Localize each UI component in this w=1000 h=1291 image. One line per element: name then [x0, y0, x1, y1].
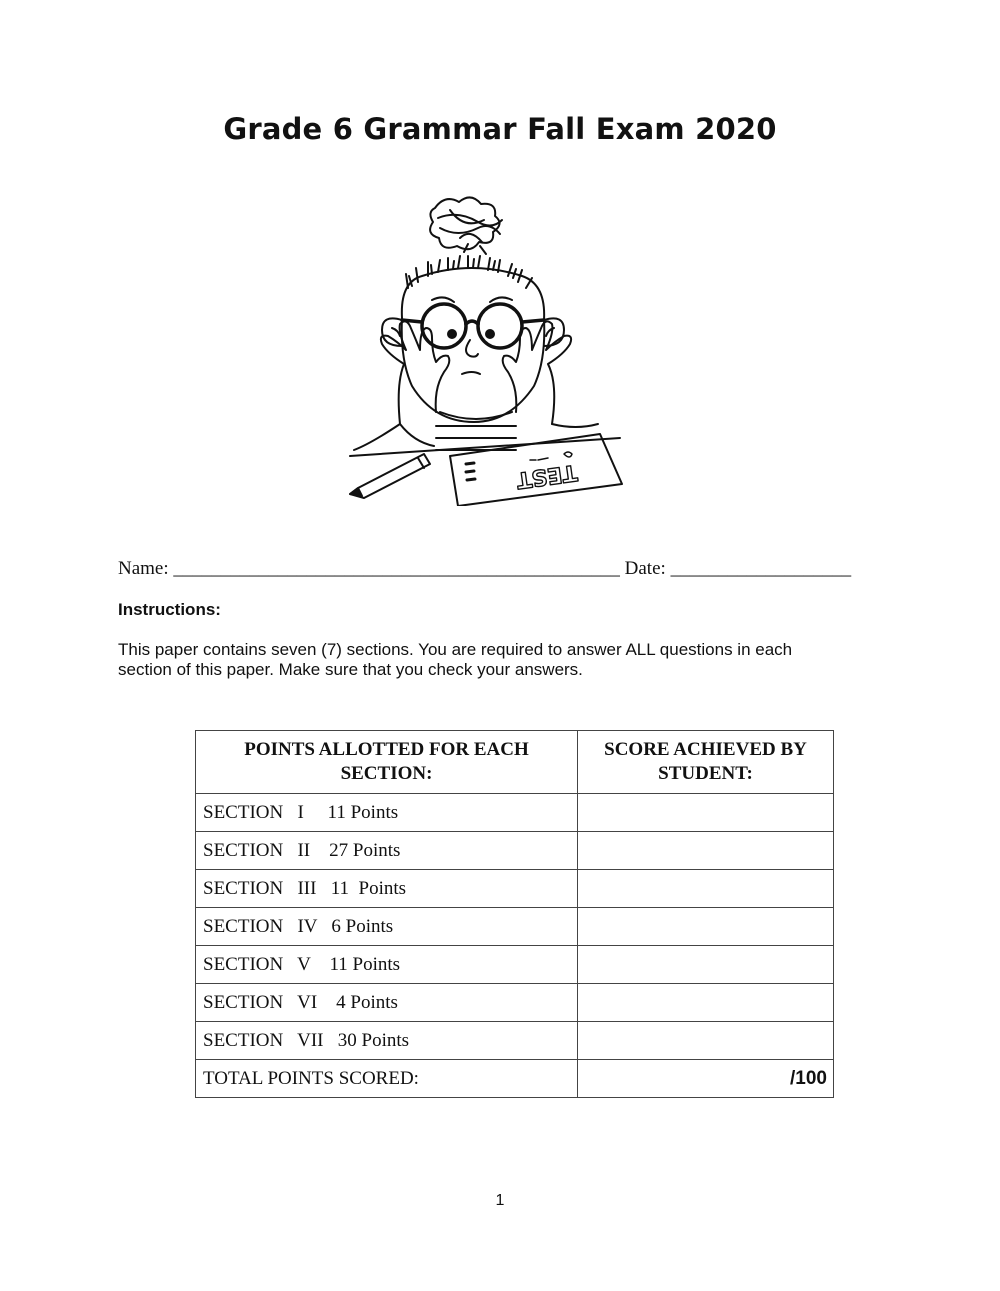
score-cell[interactable]	[578, 794, 834, 832]
date-field[interactable]: ___________________	[670, 558, 852, 579]
table-row	[196, 908, 834, 946]
score-cell[interactable]	[578, 870, 834, 908]
total-score-cell[interactable]: /100	[578, 1060, 834, 1098]
section-cell: SECTION V 11 Points	[196, 946, 578, 984]
table-row	[196, 794, 834, 832]
section-cell: SECTION IV 6 Points	[196, 908, 578, 946]
section-cell: SECTION III 11 Points	[196, 870, 578, 908]
scribble-icon	[430, 197, 502, 254]
score-cell[interactable]	[578, 946, 834, 984]
name-field[interactable]: _______________________________________________	[173, 558, 620, 579]
table-row	[196, 946, 834, 984]
test-paper-icon	[450, 434, 622, 506]
section-cell: SECTION VII 30 Points	[196, 1022, 578, 1060]
score-cell[interactable]	[578, 832, 834, 870]
page-number: 1	[495, 1192, 505, 1209]
table-row	[196, 870, 834, 908]
section-cell: SECTION II 27 Points	[196, 832, 578, 870]
table-row	[196, 1022, 834, 1060]
hair-icon	[406, 256, 532, 288]
total-label: TOTAL POINTS SCORED:	[196, 1060, 578, 1098]
total-row	[196, 1060, 834, 1098]
worried-student-test-illustration	[340, 188, 630, 506]
instructions-text: This paper contains seven (7) sections. You are required to answer ALL questions in each section of this paper. Make sure that you check your answers.	[118, 640, 793, 679]
points-allotted-header: POINTS ALLOTTED FOR EACH SECTION:	[196, 731, 578, 794]
pencil-icon	[350, 454, 430, 498]
name-label: Name:	[118, 558, 169, 579]
test-paper-label: TEST	[514, 459, 579, 493]
page-title: Grade 6 Grammar Fall Exam 2020	[223, 112, 777, 146]
score-achieved-header: SCORE ACHIEVED BY STUDENT:	[578, 731, 834, 794]
instructions-heading: Instructions:	[118, 600, 221, 619]
glasses-icon	[402, 304, 544, 348]
table-row	[196, 984, 834, 1022]
section-cell: SECTION I 11 Points	[196, 794, 578, 832]
score-cell[interactable]	[578, 1022, 834, 1060]
table-header-row	[196, 731, 834, 794]
score-cell[interactable]	[578, 908, 834, 946]
date-label: Date:	[624, 558, 666, 579]
score-table	[195, 730, 834, 1098]
table-row	[196, 832, 834, 870]
section-cell: SECTION VI 4 Points	[196, 984, 578, 1022]
score-cell[interactable]	[578, 984, 834, 1022]
name-date-line	[118, 558, 878, 580]
